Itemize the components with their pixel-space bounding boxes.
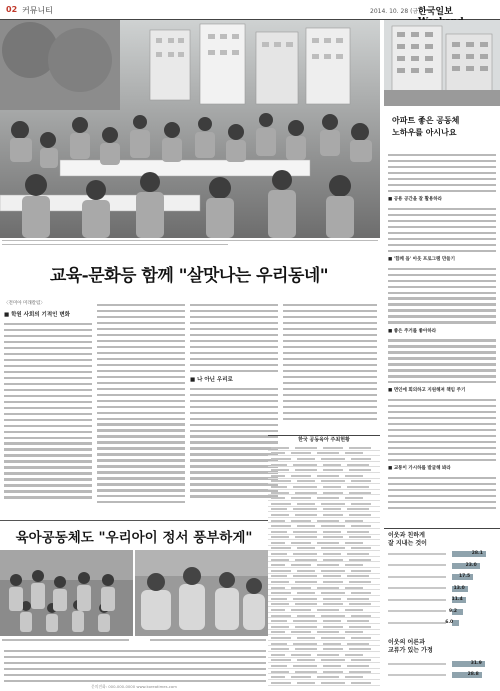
chart-bar-row bbox=[388, 551, 496, 557]
chart-second-title-line2: 교류가 있는 가정 bbox=[388, 647, 433, 654]
chart-title-line1: 이웃과 친하게 bbox=[388, 532, 425, 539]
article2-columns bbox=[4, 646, 266, 684]
survey-bar-chart bbox=[384, 528, 500, 691]
sidebar-subhead-b: ■ '함께 돕' 아웃 프로그램 만들기 bbox=[388, 256, 456, 262]
chart-bar-value: 23.0 bbox=[465, 562, 477, 568]
article-column-1 bbox=[4, 300, 92, 518]
table-title: 한국 공동육아 주최현황 bbox=[298, 437, 350, 443]
chart-bar-label-bar bbox=[388, 610, 446, 612]
sidebar-tips bbox=[384, 20, 500, 526]
sidebar-title-line2: 노하우를 아시나요 bbox=[392, 127, 457, 137]
section-name: 커뮤니티 bbox=[22, 6, 53, 15]
chart-bar-row bbox=[388, 620, 496, 626]
chart2-bar-label-bar bbox=[388, 674, 446, 676]
sidebar-title-line1: 아파트 좋은 공동체 bbox=[392, 115, 460, 125]
chart-title-line2: 잘 지내는 것이 bbox=[388, 540, 427, 547]
chart-bar-value: 28.1 bbox=[471, 551, 483, 556]
table-row bbox=[268, 680, 380, 686]
second-photos-caption bbox=[2, 637, 266, 645]
chart-bar-label-bar bbox=[388, 576, 446, 578]
main-photo-community-party bbox=[0, 20, 380, 238]
chart-bar-value: 9.2 bbox=[449, 608, 458, 614]
article-subhead-2: ■ 나 아닌 우리로 bbox=[190, 376, 233, 383]
chart-bar-label-bar bbox=[388, 622, 446, 624]
article-byline: 〈전미아 미래칼럼〉 bbox=[4, 301, 45, 306]
main-photo-caption bbox=[2, 238, 378, 248]
article-column-4 bbox=[283, 300, 377, 433]
chart-bar-row bbox=[388, 586, 496, 592]
photo-parents-children bbox=[0, 550, 133, 636]
party-scene-image bbox=[0, 20, 380, 238]
sidebar-subhead-a: ■ 공용 공간을 잘 활용하라 bbox=[388, 196, 442, 202]
chart2-bar-row bbox=[388, 672, 496, 678]
apartment-building-image bbox=[384, 20, 500, 106]
chart-second-title-line1: 이웃의 어른과 bbox=[388, 639, 425, 646]
chart-bar-row bbox=[388, 609, 496, 615]
chart-bar-row bbox=[388, 563, 496, 569]
chart2-bar-value: 28.8 bbox=[467, 672, 479, 677]
chart-bar-value: 11.4 bbox=[451, 597, 463, 602]
main-headline-text: 교육-문화등 함께 "살맛나는 우리동네" bbox=[49, 265, 329, 286]
sidebar-subhead-d: ■ 면인에 회의하고 지원해져 책임 주기 bbox=[388, 388, 466, 394]
parents-children-image bbox=[0, 550, 133, 636]
sidebar-body bbox=[388, 150, 496, 526]
chart-bar-label-bar bbox=[388, 587, 446, 589]
photo-children-playing bbox=[135, 550, 268, 636]
article-column-2 bbox=[97, 300, 185, 518]
chart-bar-label-bar bbox=[388, 564, 446, 566]
sidebar-subhead-e: ■ 교통이 가시하를 발굴해 봐라 bbox=[388, 466, 451, 472]
chart-bar-row bbox=[388, 574, 496, 580]
chart-bar-value: 13.0 bbox=[453, 585, 465, 591]
page-footer: 문의전화: 000-000-0000 www.koreatimes.com bbox=[91, 684, 177, 689]
main-headline bbox=[0, 248, 378, 298]
sidebar-subhead-c: ■ 좋은 주거를 좋아하라 bbox=[388, 328, 437, 334]
chart2-bar-label-bar bbox=[388, 663, 446, 665]
sidebar-photo-apartment bbox=[384, 20, 500, 106]
chart2-bar-row bbox=[388, 661, 496, 667]
childcare-community-table bbox=[268, 435, 380, 691]
second-headline-text: 육아공동체도 "우리아이 정서 풍부하게" bbox=[15, 529, 253, 546]
chart-bar-label-bar bbox=[388, 599, 446, 601]
children-playing-image bbox=[135, 550, 268, 636]
page-header bbox=[0, 0, 500, 20]
chart2-bar-value: 31.9 bbox=[470, 661, 482, 666]
issue-date: 2014. 10. 28 (금) bbox=[370, 8, 421, 15]
newspaper-brand: 한국일보 bbox=[418, 7, 453, 17]
chart-bar-label-bar bbox=[388, 553, 446, 555]
article-subhead: ■ 학원 사회의 기적인 변화 bbox=[4, 312, 70, 318]
chart-bar-value: 17.5 bbox=[459, 574, 471, 579]
table-rows bbox=[268, 445, 380, 686]
page-number: 02 bbox=[6, 5, 18, 14]
second-headline bbox=[0, 520, 268, 550]
chart-bar-value: 6.0 bbox=[445, 620, 454, 625]
chart-bar-row bbox=[388, 597, 496, 603]
article-column-3 bbox=[190, 300, 278, 518]
